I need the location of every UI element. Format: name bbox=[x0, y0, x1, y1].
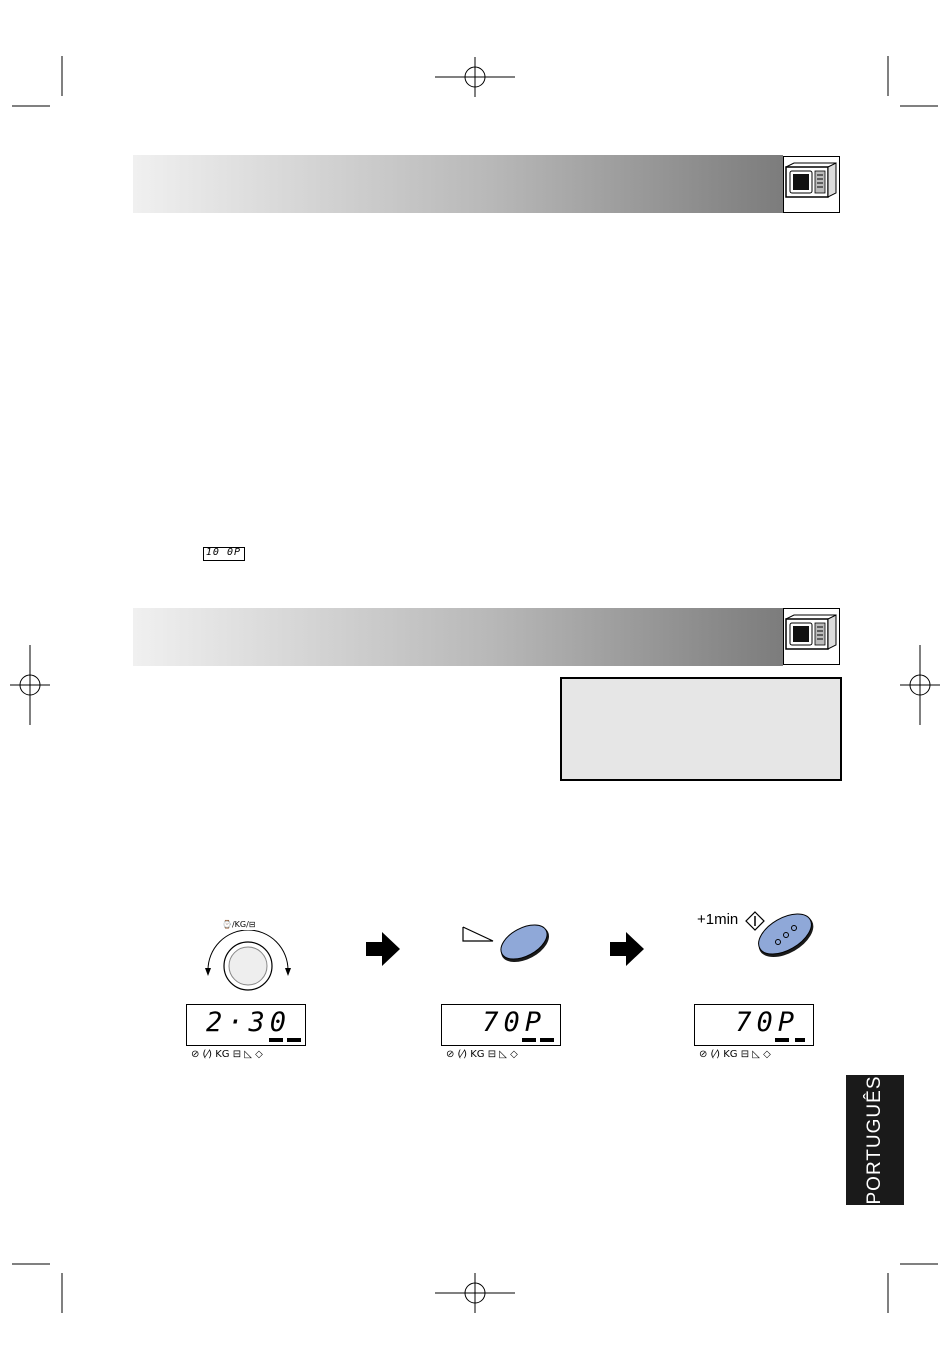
small-display bbox=[203, 547, 245, 561]
display-panel-3 bbox=[694, 1004, 814, 1046]
indicator-marks bbox=[267, 1037, 303, 1045]
mode-button[interactable] bbox=[496, 918, 554, 968]
plus-1min-start-button[interactable] bbox=[752, 906, 818, 962]
display-panel-1 bbox=[186, 1004, 306, 1046]
display-icons-row: ⊘ (⁄) KG ⊟ ◺ ◇ bbox=[191, 1049, 263, 1060]
display-value: 2·30 bbox=[205, 1007, 291, 1038]
display-icons-row: ⊘ (⁄) KG ⊟ ◺ ◇ bbox=[446, 1049, 518, 1060]
display-value: 70P bbox=[735, 1007, 799, 1038]
display-icons-row: ⊘ (⁄) KG ⊟ ◺ ◇ bbox=[699, 1049, 771, 1060]
display-panel-2 bbox=[441, 1004, 561, 1046]
indicator-marks bbox=[520, 1037, 556, 1045]
arrow-right-icon bbox=[366, 932, 400, 966]
small-display-value: 10 0P bbox=[205, 547, 241, 558]
section-header-2 bbox=[133, 608, 783, 666]
indicator-marks bbox=[773, 1037, 809, 1045]
microwave-oven-icon bbox=[783, 608, 840, 665]
language-tab-label: PORTUGUÊS bbox=[864, 1075, 885, 1205]
section-header-1 bbox=[133, 155, 783, 213]
language-tab bbox=[846, 1075, 904, 1205]
display-value: 70P bbox=[482, 1007, 546, 1038]
arrow-right-icon bbox=[610, 932, 644, 966]
microwave-oven-icon bbox=[783, 156, 840, 213]
dial-label: ⌚/KG/⊟ bbox=[222, 920, 256, 929]
control-dial[interactable] bbox=[198, 930, 298, 996]
note-box bbox=[560, 677, 842, 781]
grill-mode-symbol-icon bbox=[462, 925, 494, 943]
plus-1min-label: +1min bbox=[697, 911, 739, 928]
